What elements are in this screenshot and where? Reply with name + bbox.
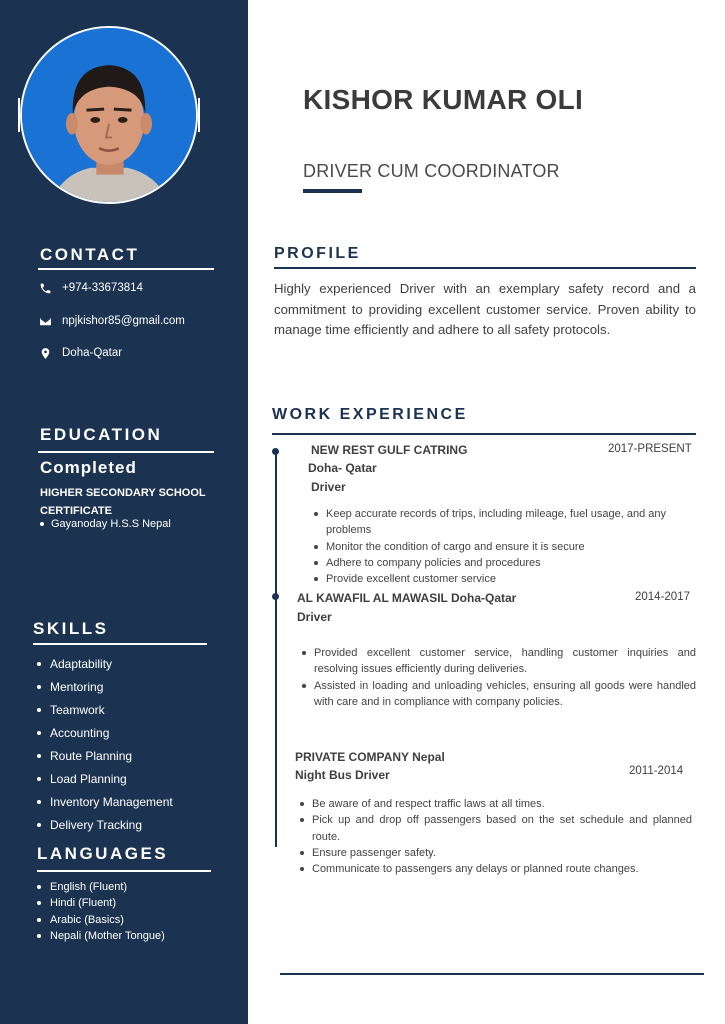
list-item: Keep accurate records of trips, including mileage, fuel usage, and any problems bbox=[312, 506, 710, 539]
job-dates: 2011-2014 bbox=[629, 765, 684, 777]
list-item: Provided excellent customer service, handling customer inquiries and resolving issues efficiently during deliveries. bbox=[300, 645, 696, 678]
location-text: Doha-Qatar bbox=[62, 347, 123, 359]
education-divider bbox=[38, 451, 214, 453]
job-duties bbox=[298, 796, 692, 877]
list-item: Pick up and drop off passengers based on the set schedule and planned route. bbox=[298, 812, 692, 845]
list-item: Be aware of and respect traffic laws at all times. bbox=[298, 796, 692, 812]
envelope-icon bbox=[38, 314, 52, 328]
contact-divider bbox=[38, 268, 214, 270]
sidebar bbox=[0, 0, 248, 1024]
languages-divider bbox=[37, 870, 211, 872]
education-school: Gayanoday H.S.S Nepal bbox=[40, 518, 171, 530]
education-heading: EDUCATION bbox=[40, 425, 163, 444]
list-item: Communicate to passengers any delays or planned route changes. bbox=[298, 861, 692, 877]
candidate-name: KISHOR KUMAR OLI bbox=[303, 84, 584, 115]
list-item: Ensure passenger safety. bbox=[298, 845, 692, 861]
experience-timeline bbox=[275, 451, 277, 847]
list-item: Adaptability bbox=[37, 652, 173, 675]
profile-summary: Highly experienced Driver with an exemplary safety record and a commitment to providing excellent customer service. Proven ability to manage time efficiently and adhere to all safety protocols. bbox=[274, 281, 696, 337]
job-company: AL KAWAFIL AL MAWASIL Doha-Qatar bbox=[297, 591, 517, 605]
timeline-dot bbox=[272, 448, 279, 455]
skills-divider bbox=[33, 643, 207, 645]
job-company: NEW REST GULF CATRING bbox=[311, 443, 468, 457]
list-item: Teamwork bbox=[37, 698, 173, 721]
experience-heading: WORK EXPERIENCE bbox=[272, 406, 468, 423]
job-company: PRIVATE COMPANY Nepal bbox=[295, 750, 445, 764]
candidate-role: DRIVER CUM COORDINATOR bbox=[303, 161, 560, 181]
list-item: Delivery Tracking bbox=[37, 813, 173, 836]
skills-heading: SKILLS bbox=[33, 619, 109, 638]
list-item: Inventory Management bbox=[37, 790, 173, 813]
person-portrait-icon bbox=[22, 28, 196, 202]
job-duties bbox=[312, 506, 710, 587]
role-accent-bar bbox=[303, 189, 362, 193]
photo-frame-line-right bbox=[198, 98, 200, 132]
languages-heading: LANGUAGES bbox=[37, 844, 169, 863]
job-duties bbox=[300, 645, 696, 710]
list-item: Arabic (Basics) bbox=[37, 912, 165, 928]
contact-email bbox=[38, 314, 185, 328]
list-item: Route Planning bbox=[37, 744, 173, 767]
job-location: Doha- Qatar bbox=[308, 461, 377, 475]
profile-heading: PROFILE bbox=[274, 245, 361, 262]
list-item: Accounting bbox=[37, 721, 173, 744]
email-text[interactable]: npjkishor85@gmail.com bbox=[62, 315, 185, 327]
list-item: Adhere to company policies and procedures bbox=[312, 555, 710, 571]
list-item: Nepali (Mother Tongue) bbox=[37, 928, 165, 944]
job-role: Driver bbox=[297, 610, 332, 624]
list-item: Monitor the condition of cargo and ensure it is secure bbox=[312, 539, 710, 555]
job-role: Night Bus Driver bbox=[295, 768, 390, 782]
phone-text[interactable]: +974-33673814 bbox=[62, 282, 143, 294]
location-pin-icon bbox=[38, 346, 52, 360]
education-status: Completed bbox=[40, 458, 137, 477]
profile-photo-frame bbox=[20, 26, 198, 204]
list-item: Assisted in loading and unloading vehicles, ensuring all goods were handled with care and in compliance with company policies. bbox=[300, 678, 696, 711]
list-item: Provide excellent customer service bbox=[312, 571, 710, 587]
languages-list bbox=[37, 879, 165, 944]
contact-location bbox=[38, 346, 122, 360]
list-item: Load Planning bbox=[37, 767, 173, 790]
skills-list bbox=[37, 652, 173, 836]
profile-photo bbox=[20, 26, 198, 204]
list-item: Hindi (Fluent) bbox=[37, 895, 165, 911]
job-dates: 2014-2017 bbox=[635, 591, 690, 603]
education-degree: HIGHER SECONDARY SCHOOL CERTIFICATE bbox=[40, 487, 206, 517]
list-item: English (Fluent) bbox=[37, 879, 165, 895]
profile-divider bbox=[274, 267, 696, 269]
phone-icon bbox=[38, 281, 52, 295]
job-role: Driver bbox=[311, 480, 346, 494]
job-dates: 2017-PRESENT bbox=[608, 443, 692, 455]
contact-phone bbox=[38, 281, 143, 295]
timeline-dot bbox=[272, 593, 279, 600]
footer-divider bbox=[280, 973, 704, 975]
experience-divider bbox=[272, 433, 696, 435]
list-item: Mentoring bbox=[37, 675, 173, 698]
contact-heading: CONTACT bbox=[40, 245, 140, 264]
